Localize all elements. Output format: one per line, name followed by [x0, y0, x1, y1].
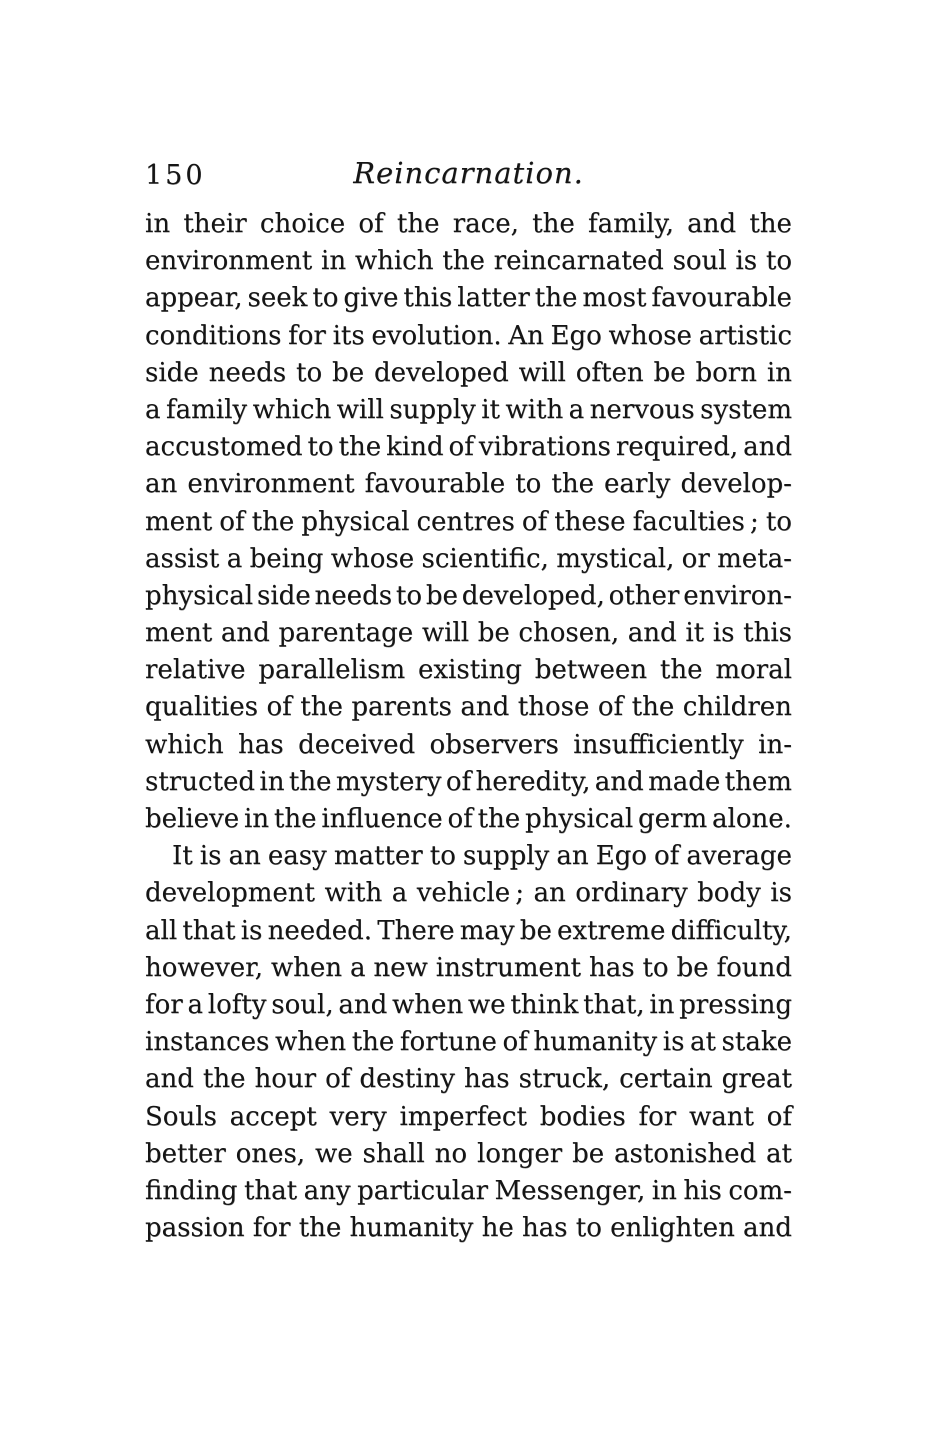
text-line: which has deceived observers insufficiently in-	[145, 729, 792, 760]
paragraph-2	[145, 838, 792, 1247]
text-line: a family which will supply it with a nervous system	[145, 394, 792, 425]
text-line: ment of the physical centres of these faculties ; to	[145, 506, 792, 537]
text-line: for a lofty soul, and when we think that, in pressing	[145, 989, 792, 1020]
text-line: relative parallelism existing between the moral	[145, 655, 792, 686]
text-line: environment in which the reincarnated soul is to	[145, 246, 792, 277]
paragraph-1	[145, 206, 792, 838]
page-header	[145, 156, 792, 196]
text-line: qualities of the parents and those of the children	[145, 692, 792, 723]
text-line: however, when a new instrument has to be found	[145, 952, 792, 983]
text-line: passion for the humanity he has to enlighten and	[145, 1213, 792, 1244]
text-line: ment and parentage will be chosen, and it is this	[145, 618, 792, 649]
page-body	[145, 206, 792, 1247]
text-line: Souls accept very imperfect bodies for want of	[145, 1101, 792, 1132]
text-line: accustomed to the kind of vibrations required, and	[145, 432, 792, 463]
text-line: finding that any particular Messenger, in his com-	[145, 1175, 792, 1206]
text-line: physical side needs to be developed, other environ-	[145, 580, 792, 611]
text-line: It is an easy matter to supply an Ego of average	[172, 841, 792, 872]
text-line: side needs to be developed will often be born in	[145, 357, 792, 388]
text-line: assist a being whose scientific, mystical, or meta-	[145, 543, 792, 574]
text-line: better ones, we shall no longer be astonished at	[145, 1138, 792, 1169]
text-line: and the hour of destiny has struck, certain great	[145, 1064, 792, 1095]
text-line: conditions for its evolution. An Ego whose artistic	[145, 320, 792, 351]
text-line: an environment favourable to the early develop-	[145, 469, 792, 500]
text-line: appear, seek to give this latter the most favourable	[145, 283, 792, 314]
page-number: 150	[145, 160, 206, 191]
text-line: believe in the influence of the physical germ alone.	[145, 804, 792, 834]
text-line: instances when the fortune of humanity is at stake	[145, 1027, 792, 1058]
text-line: all that is needed. There may be extreme difficulty,	[145, 915, 792, 946]
text-line: in their choice of the race, the family, and the	[145, 209, 792, 239]
text-line: development with a vehicle ; an ordinary body is	[145, 878, 792, 909]
text-line: structed in the mystery of heredity, and made them	[145, 766, 792, 797]
running-title: Reincarnation.	[353, 156, 584, 190]
